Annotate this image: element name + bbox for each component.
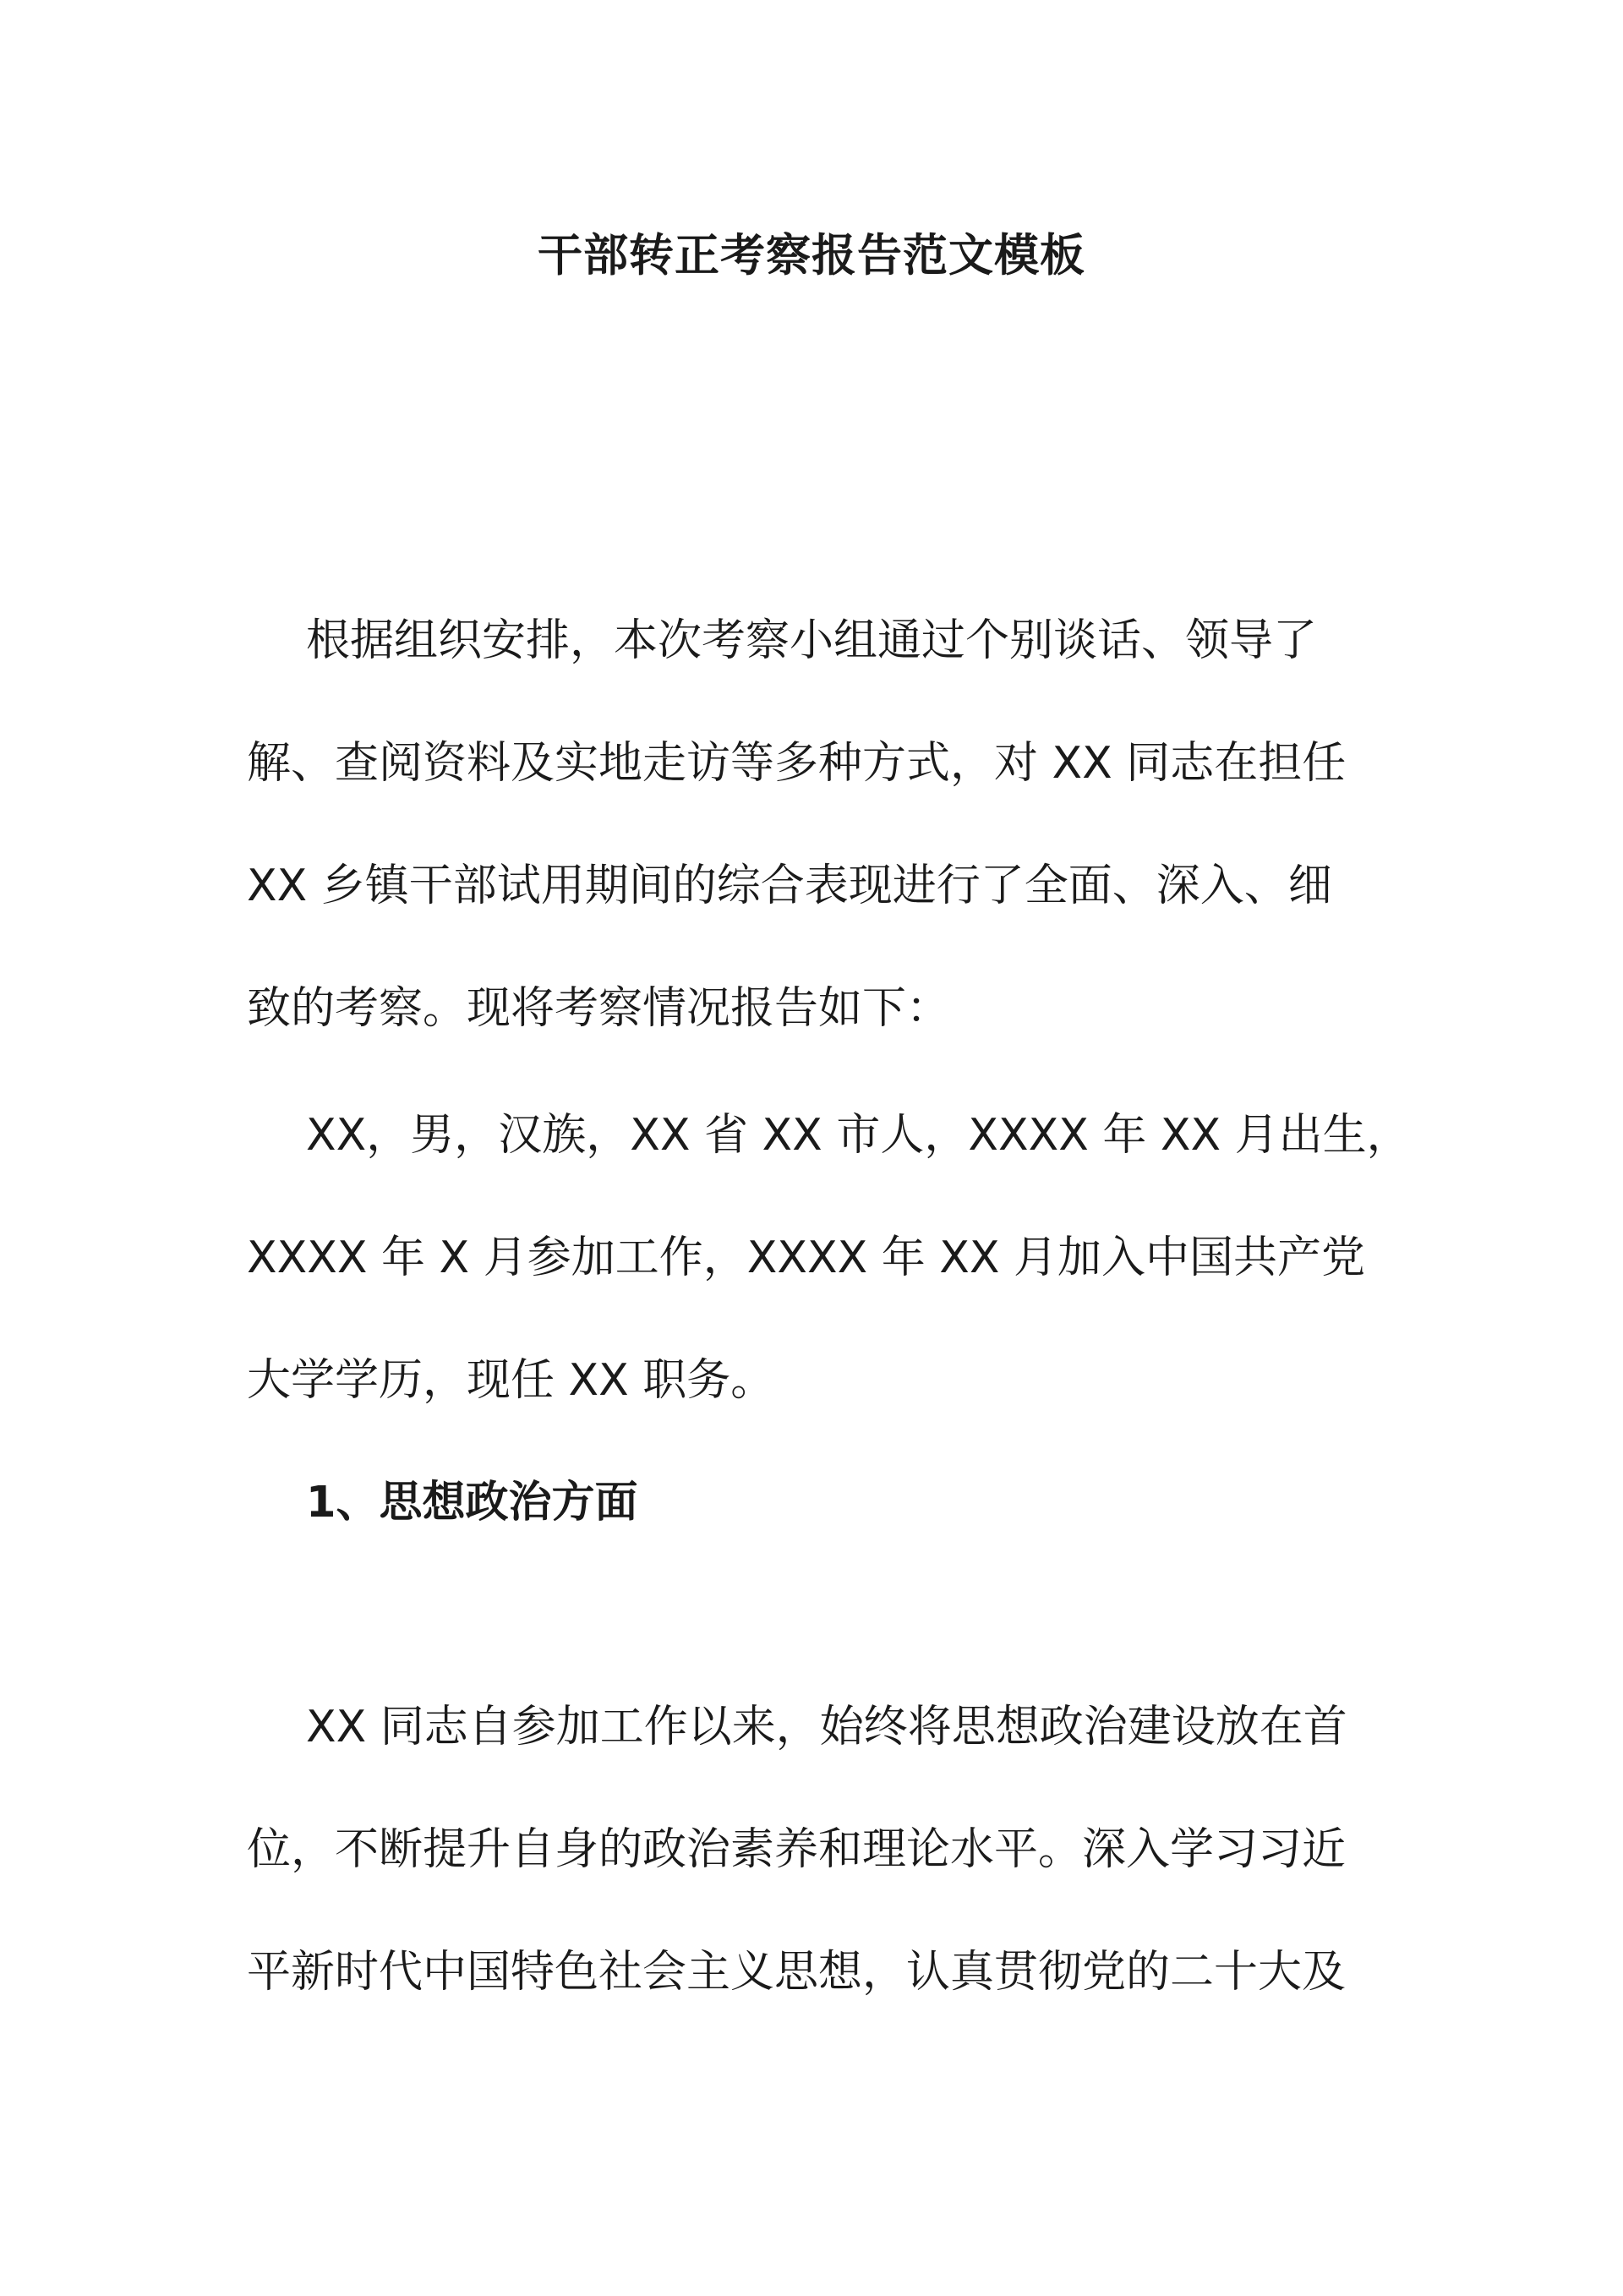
- paragraph-1-line-1: 根据组织安排，本次考察小组通过个别谈话、领导了: [306, 615, 1318, 666]
- paragraph-3-line-1: XX 同志自参加工作以来，始终将思想政治建设放在首: [306, 1702, 1347, 1752]
- section-1-heading: 1、思想政治方面: [306, 1478, 638, 1528]
- paragraph-2-line-2: XXXX 年 X 月参加工作，XXXX 年 XX 月加入中国共产党: [247, 1233, 1366, 1283]
- paragraph-1-line-2: 解、查阅资料及实地走访等多种方式，对 XX 同志在担任: [247, 738, 1347, 789]
- paragraph-2-line-3: 大学学历，现任 XX 职务。: [247, 1355, 775, 1406]
- paragraph-2-line-1: XX，男，汉族，XX 省 XX 市人，XXXX 年 XX 月出生，: [306, 1110, 1411, 1161]
- paragraph-3-line-2: 位，不断提升自身的政治素养和理论水平。深入学习习近: [247, 1824, 1347, 1875]
- paragraph-3-line-3: 平新时代中国特色社会主义思想，认真贯彻党的二十大及: [247, 1947, 1347, 1998]
- paragraph-1-line-3: XX 乡镇干部试用期间的综合表现进行了全面、深入、细: [247, 861, 1332, 911]
- paragraph-1-line-4: 致的考察。现将考察情况报告如下：: [247, 983, 951, 1034]
- document-title: 干部转正考察报告范文模板: [538, 230, 1085, 282]
